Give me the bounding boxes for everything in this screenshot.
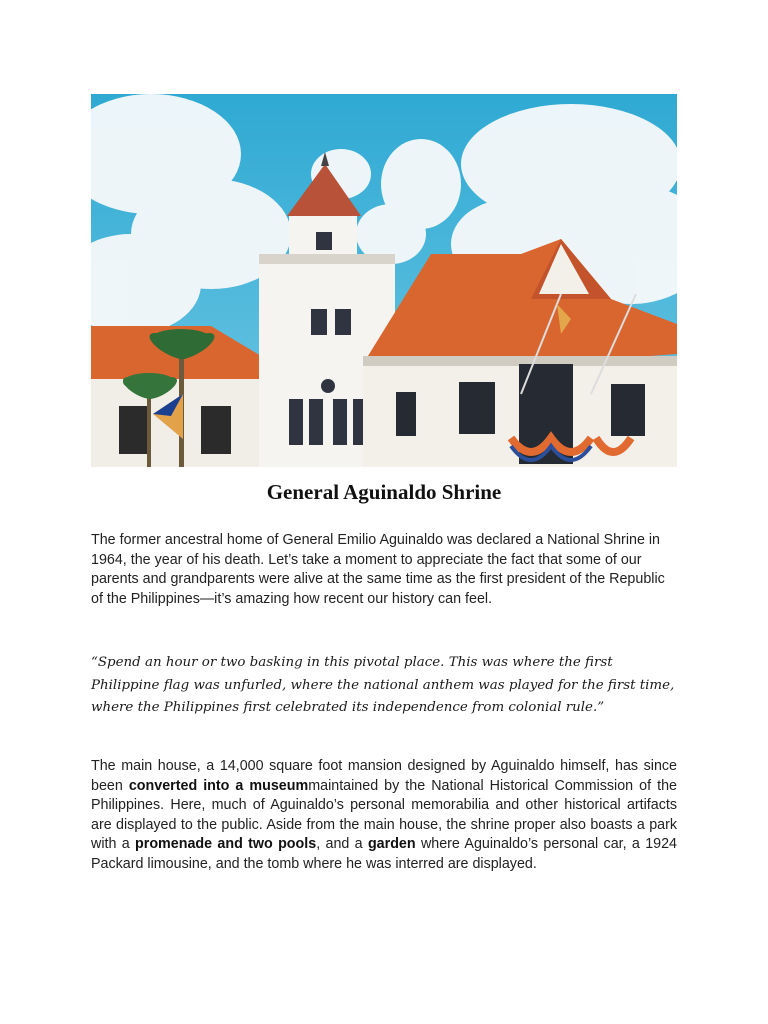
shrine-photo bbox=[91, 94, 677, 467]
museum-bold-1: converted into a museum bbox=[128, 777, 309, 794]
quote-paragraph: “Spend an hour or two basking in this pivotal place. This was where the first Philippine flag was unfurled, where the national anthem was played for the first time, where the Philippines first celebrated its independence from colonial rule.” bbox=[91, 655, 675, 715]
museum-text-1: The main house, a 14,000 square foot mansion designed by Aguinaldo himself, has since been bbox=[91, 758, 677, 794]
intro-paragraph: The former ancestral home of General Emilio Aguinaldo was declared a National Shrine in 1964, the year of his death. Let’s take a moment to appreciate the fact that some of our parents and grandparents were alive at the same time as the first president of the Republic of the Philippines—it’s amazing how recent our history can feel. bbox=[91, 532, 665, 607]
museum-text-4: where Aguinaldo’s personal car, a 1924 Packard limousine, and the tomb where he was interred are displayed. bbox=[91, 836, 677, 872]
museum-text-2: maintained by the National Historical Commission of the Philippines. Here, much of Aguinaldo’s personal memorabilia and other historical artifacts are displayed to the public. Aside from the main house, the shrine proper also boasts a park with a bbox=[91, 777, 677, 852]
museum-paragraph bbox=[91, 757, 677, 874]
page-title: General Aguinaldo Shrine bbox=[266, 480, 502, 504]
museum-bold-2: promenade and two pools bbox=[135, 836, 317, 852]
museum-text-3: , and a bbox=[316, 836, 368, 852]
museum-bold-3: garden bbox=[367, 836, 416, 852]
